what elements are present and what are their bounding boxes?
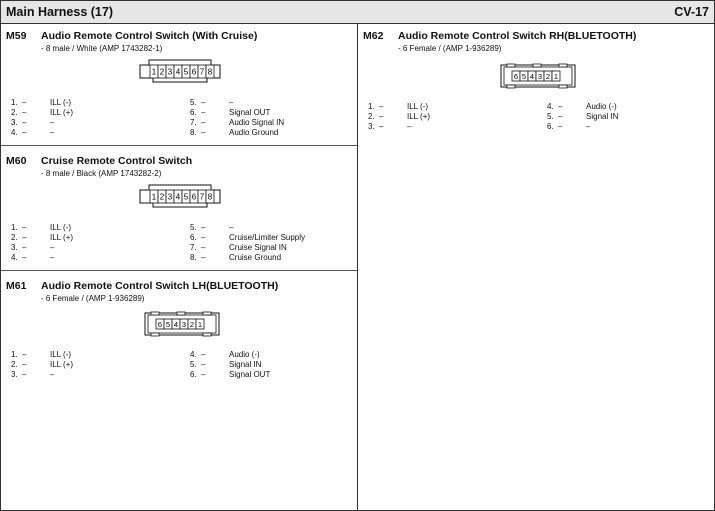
pin-label: ILL (+) (50, 108, 74, 117)
pin-number: 8 (207, 67, 213, 77)
pin-num: 5. (190, 98, 197, 107)
pin-label: ILL (-) (50, 223, 72, 232)
connector-pin-cells (512, 71, 560, 81)
pin-number: 7 (199, 67, 205, 77)
pin-label: Audio Ground (229, 128, 279, 137)
connector-id: M61 (6, 280, 27, 292)
pin-num: 3. (11, 243, 18, 252)
pin-dash: – (201, 243, 206, 252)
pin-label: – (50, 118, 55, 127)
section-divider (1, 270, 357, 271)
pin-label: – (229, 223, 234, 232)
pin-num: 4. (11, 253, 18, 262)
connector-description: - 6 Female / (AMP 1-936289) (398, 44, 502, 53)
connector-id: M59 (6, 30, 27, 42)
pin-label: Signal OUT (229, 370, 271, 379)
pin-num: 1. (11, 223, 18, 232)
connector-8pin-diagram (137, 183, 223, 209)
pin-label: – (407, 122, 412, 131)
pin-num: 4. (190, 350, 197, 359)
pin-dash: – (558, 112, 563, 121)
connector-description: - 8 male / Black (AMP 1743282-2) (41, 169, 162, 178)
pin-number: 5 (521, 72, 527, 81)
pin-label: ILL (+) (50, 360, 74, 369)
pin-number: 2 (159, 192, 165, 202)
pin-dash: – (201, 233, 206, 242)
pin-label: ILL (-) (50, 98, 72, 107)
pin-dash: – (201, 350, 206, 359)
connector-section-m59 (6, 30, 351, 142)
pin-num: 7. (190, 118, 197, 127)
pin-dash: – (22, 350, 27, 359)
pin-dash: – (201, 128, 206, 137)
connector-6pin-diagram (499, 62, 579, 90)
pin-dash: – (22, 108, 27, 117)
pin-dash: – (201, 253, 206, 262)
pin-num: 7. (190, 243, 197, 252)
page-title: Main Harness (17) (6, 5, 113, 19)
pin-num: 6. (190, 108, 197, 117)
pin-dash: – (201, 223, 206, 232)
pin-num: 4. (547, 102, 554, 111)
pin-number: 1 (553, 72, 559, 81)
connector-description: - 8 male / White (AMP 1743282-1) (41, 44, 163, 53)
pin-num: 1. (11, 350, 18, 359)
pin-label: – (50, 253, 55, 262)
pin-dash: – (558, 102, 563, 111)
pin-label: Audio (-) (586, 102, 617, 111)
pin-number: 6 (513, 72, 519, 81)
pin-dash: – (22, 223, 27, 232)
pin-dash: – (201, 360, 206, 369)
pin-label: Audio Signal IN (229, 118, 285, 127)
column-divider (357, 24, 358, 510)
pin-number: 2 (189, 320, 195, 329)
connector-section-m61 (6, 280, 351, 390)
pin-label: ILL (+) (407, 112, 431, 121)
pin-dash: – (379, 112, 384, 121)
section-divider (1, 145, 357, 146)
pin-num: 3. (11, 370, 18, 379)
pin-label: Cruise Signal IN (229, 243, 287, 252)
pin-number: 3 (167, 67, 173, 77)
pin-dash: – (22, 233, 27, 242)
pin-num: 8. (190, 253, 197, 262)
pin-number: 6 (191, 67, 197, 77)
pin-label: – (229, 98, 234, 107)
connector-section-m62 (363, 30, 708, 140)
connector-description: - 6 Female / (AMP 1-936289) (41, 294, 145, 303)
pin-number: 6 (191, 192, 197, 202)
pin-number: 1 (151, 192, 157, 202)
pin-label: ILL (+) (50, 233, 74, 242)
pin-num: 3. (368, 122, 375, 131)
pin-number: 3 (167, 192, 173, 202)
pin-dash: – (201, 370, 206, 379)
connector-name: Audio Remote Control Switch LH(BLUETOOTH) (41, 280, 279, 292)
pin-label: – (50, 243, 55, 252)
pin-number: 2 (545, 72, 551, 81)
pin-label: Cruise Ground (229, 253, 282, 262)
pin-dash: – (22, 128, 27, 137)
pin-label: ILL (-) (50, 350, 72, 359)
pin-dash: – (22, 253, 27, 262)
pin-num: 8. (190, 128, 197, 137)
pin-number: 4 (175, 192, 181, 202)
pin-number: 7 (199, 192, 205, 202)
pin-label: – (50, 370, 55, 379)
pin-dash: – (22, 370, 27, 379)
pin-num: 2. (11, 360, 18, 369)
pin-number: 5 (165, 320, 171, 329)
pin-number: 5 (183, 192, 189, 202)
pin-label: ILL (-) (407, 102, 429, 111)
pin-dash: – (201, 98, 206, 107)
pin-num: 2. (11, 233, 18, 242)
connector-8pin-diagram (137, 58, 223, 84)
pin-num: 6. (190, 370, 197, 379)
pin-dash: – (22, 360, 27, 369)
pin-num: 6. (190, 233, 197, 242)
pin-number: 3 (181, 320, 187, 329)
pin-dash: – (379, 102, 384, 111)
pin-dash: – (22, 98, 27, 107)
connector-pin-cells (156, 319, 204, 329)
pin-num: 4. (11, 128, 18, 137)
pin-label: – (50, 128, 55, 137)
pin-num: 2. (11, 108, 18, 117)
pin-number: 4 (175, 67, 181, 77)
connector-id: M62 (363, 30, 384, 42)
connector-name: Audio Remote Control Switch (With Cruise) (41, 30, 258, 42)
pin-label: Signal IN (229, 360, 262, 369)
pin-label: Signal IN (586, 112, 619, 121)
connector-6pin-diagram (143, 310, 223, 338)
pin-label: Cruise/Limiter Supply (229, 233, 306, 242)
connector-section-m60 (6, 155, 351, 267)
pin-label: Signal OUT (229, 108, 271, 117)
pin-num: 5. (190, 223, 197, 232)
pin-dash: – (22, 118, 27, 127)
connector-name: Cruise Remote Control Switch (41, 155, 193, 167)
pin-num: 5. (547, 112, 554, 121)
page-header (1, 1, 714, 24)
pin-dash: – (201, 118, 206, 127)
pin-dash: – (379, 122, 384, 131)
pin-label: Audio (-) (229, 350, 260, 359)
pin-num: 1. (368, 102, 375, 111)
pin-num: 5. (190, 360, 197, 369)
pin-dash: – (201, 108, 206, 117)
page-code: CV-17 (674, 5, 709, 19)
pin-num: 3. (11, 118, 18, 127)
pin-number: 3 (537, 72, 543, 81)
pin-num: 2. (368, 112, 375, 121)
pin-num: 1. (11, 98, 18, 107)
pin-number: 1 (197, 320, 203, 329)
connector-id: M60 (6, 155, 27, 167)
pin-number: 4 (173, 320, 179, 329)
pin-dash: – (22, 243, 27, 252)
pin-label: – (586, 122, 591, 131)
pin-number: 4 (529, 72, 535, 81)
pin-number: 8 (207, 192, 213, 202)
pin-number: 2 (159, 67, 165, 77)
pin-number: 5 (183, 67, 189, 77)
pin-number: 6 (157, 320, 163, 329)
pin-number: 1 (151, 67, 157, 77)
pin-num: 6. (547, 122, 554, 131)
pin-dash: – (558, 122, 563, 131)
connector-name: Audio Remote Control Switch RH(BLUETOOTH) (398, 30, 637, 42)
